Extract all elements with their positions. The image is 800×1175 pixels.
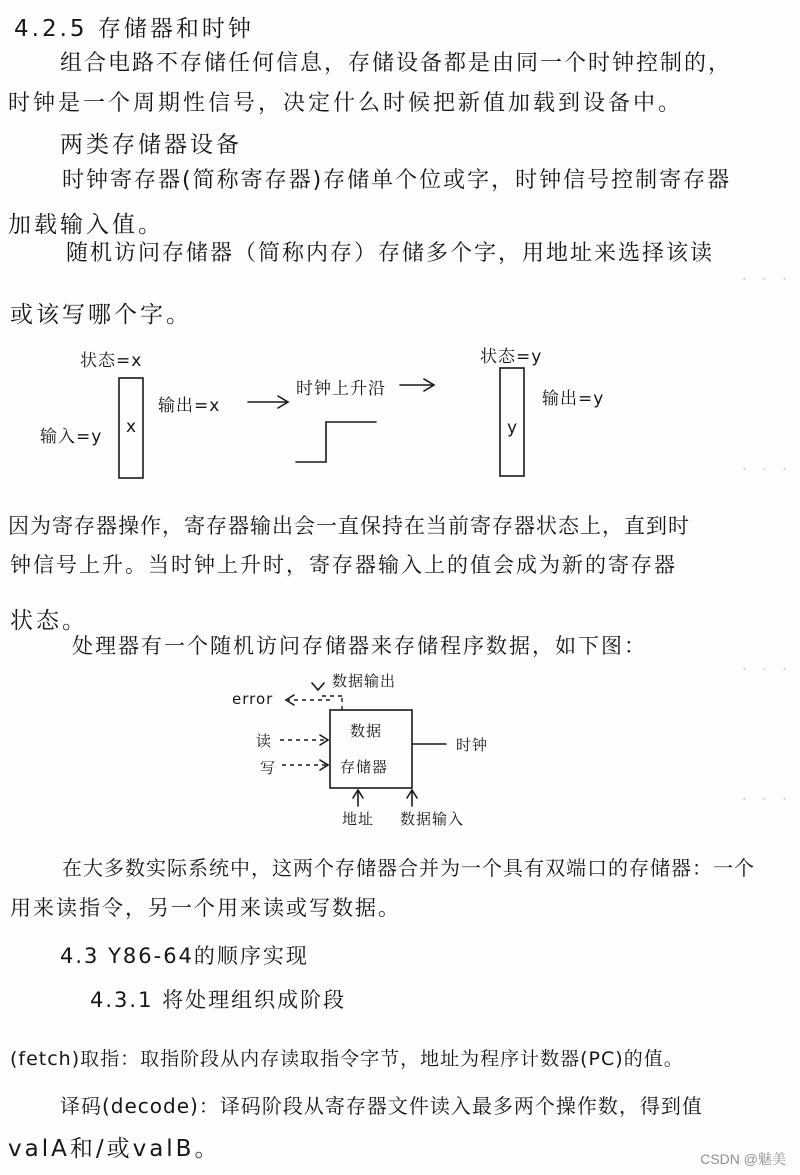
paragraph-line: 在大多数实际系统中，这两个存储器合并为一个具有双端口的存储器：一个 — [62, 856, 755, 880]
bleed-through-text: · · · — [739, 270, 790, 288]
decode-stage-line: 译码(decode)：译码阶段从寄存器文件读入最多两个操作数，得到值 — [60, 1094, 703, 1118]
memory-box-label-top: 数据 — [350, 722, 383, 740]
memory-box-label-bottom: 存储器 — [340, 758, 389, 776]
paragraph-line: 或该写哪个字。 — [10, 302, 192, 328]
bleed-through-text: · · · — [739, 790, 790, 808]
heading-4-2-5: 4.2.5 存储器和时钟 — [14, 16, 254, 42]
clock-rising-edge — [296, 422, 376, 462]
paragraph-line: 因为寄存器操作，寄存器输出会一直保持在当前寄存器状态上，直到时 — [8, 514, 690, 538]
paragraph-line: 用来读指令，另一个用来读或写数据。 — [10, 896, 401, 920]
paragraph-line: 时钟寄存器(简称寄存器)存储单个位或字，时钟信号控制寄存器 — [62, 168, 732, 193]
register-value-y: y — [507, 418, 519, 438]
state-y-label: 状态=y — [480, 347, 543, 367]
paragraph-line: 随机访问存储器（简称内存）存储多个字，用地址来选择该读 — [66, 241, 715, 266]
bleed-through-text: · · · — [739, 660, 790, 678]
bleed-through-text: · · · — [739, 460, 790, 478]
register-value-x: x — [126, 417, 138, 437]
paragraph-line: 状态。 — [10, 608, 88, 634]
section-title: 两类存储器设备 — [60, 132, 242, 158]
paragraph-line: 处理器有一个随机访问存储器来存储程序数据，如下图： — [72, 634, 647, 658]
address-label: 地址 — [342, 810, 375, 828]
paragraph-line: 加载输入值。 — [8, 212, 164, 238]
fetch-stage-line: (fetch)取指：取指阶段从内存读取指令字节，地址为程序计数器(PC)的值。 — [10, 1048, 684, 1070]
input-y-label: 输入=y — [40, 427, 103, 447]
csdn-watermark: CSDN @魅美 — [700, 1151, 786, 1167]
heading-4-3: 4.3 Y86-64的顺序实现 — [60, 944, 309, 968]
arrow-head — [312, 683, 324, 690]
memory-diagram — [0, 660, 800, 830]
paragraph-line: 钟信号上升。当时钟上升时，寄存器输入上的值会成为新的寄存器 — [10, 553, 677, 577]
output-x-label: 输出=x — [158, 396, 221, 416]
output-y-label: 输出=y — [542, 389, 605, 409]
clock-rising-edge-label: 时钟上升沿 — [296, 379, 386, 399]
heading-4-3-1: 4.3.1 将处理组织成阶段 — [90, 988, 347, 1012]
paragraph-line: 组合电路不存储任何信息，存储设备都是由同一个时钟控制的， — [60, 51, 733, 76]
data-input-label: 数据输入 — [400, 810, 465, 828]
data-output-label: 数据输出 — [332, 672, 397, 690]
read-label: 读 — [256, 732, 273, 750]
state-x-label: 状态=x — [80, 351, 143, 371]
write-label: 写 — [260, 759, 277, 777]
paragraph-line: 时钟是一个周期性信号，决定什么时候把新值加载到设备中。 — [8, 91, 684, 116]
clock-label: 时钟 — [456, 736, 489, 754]
error-label: error — [232, 690, 274, 708]
decode-stage-line: valA和/或valB。 — [8, 1136, 221, 1162]
